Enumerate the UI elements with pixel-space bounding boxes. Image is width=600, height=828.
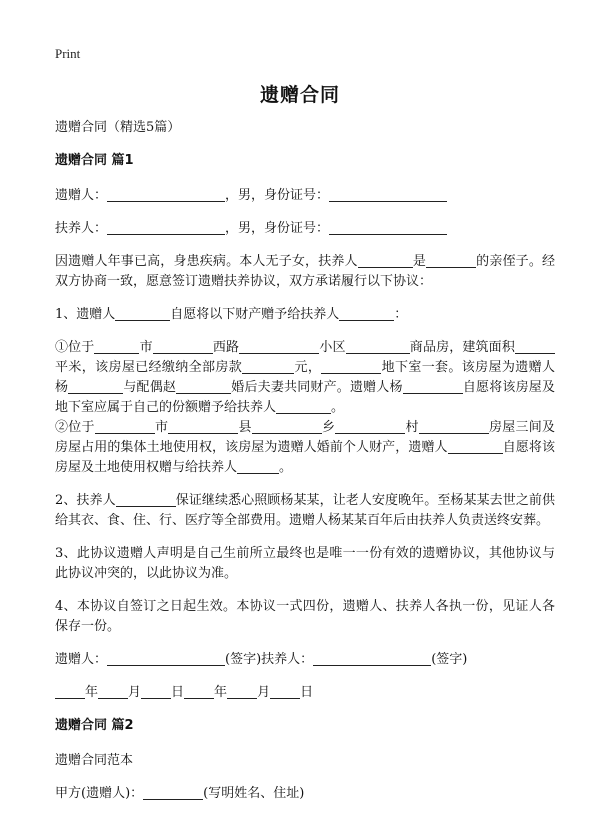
text: 自愿将该房屋及地下室应属于自己的份额赠予给扶养人 bbox=[55, 380, 555, 415]
text: 与配偶赵 bbox=[123, 380, 177, 395]
blank bbox=[141, 684, 171, 699]
text: ②位于 bbox=[55, 420, 95, 435]
text: 甲方(遗赠人)： bbox=[55, 786, 144, 801]
text: 是 bbox=[412, 254, 427, 269]
text: 月 bbox=[257, 685, 271, 700]
text: 平米，该房屋已经缴纳全部房款 bbox=[55, 360, 243, 375]
text: 市 bbox=[154, 420, 169, 435]
text: 年 bbox=[85, 685, 99, 700]
blank bbox=[419, 419, 489, 434]
blank bbox=[168, 419, 238, 434]
blank bbox=[270, 684, 300, 699]
supporter-label: 扶养人： bbox=[55, 221, 108, 236]
sample-title: 遗赠合同范本 bbox=[55, 753, 134, 768]
intro-paragraph bbox=[55, 252, 555, 292]
blank bbox=[116, 492, 176, 507]
text: ①位于 bbox=[55, 340, 95, 355]
text: 遗赠人： bbox=[55, 652, 108, 667]
text: 月 bbox=[128, 685, 142, 700]
document-body bbox=[55, 118, 555, 817]
text: 。 bbox=[331, 400, 345, 415]
male-id-label: ，男，身份证号： bbox=[225, 188, 330, 203]
blank bbox=[227, 684, 257, 699]
print-link[interactable]: Print bbox=[55, 46, 81, 61]
blank bbox=[346, 339, 410, 354]
blank bbox=[143, 785, 203, 800]
bequeather-line bbox=[55, 186, 555, 206]
text: ： bbox=[394, 307, 408, 322]
blank bbox=[107, 651, 225, 666]
text: 小区 bbox=[319, 340, 346, 355]
supporter-line bbox=[55, 219, 555, 239]
text: 地下室一套。该房屋为遗赠人杨 bbox=[55, 360, 555, 395]
blank bbox=[184, 684, 214, 699]
blank bbox=[242, 359, 294, 374]
section-heading-1: 遗赠合同 篇1 bbox=[55, 153, 134, 168]
blank bbox=[94, 339, 139, 354]
blank bbox=[98, 684, 128, 699]
clause-1 bbox=[55, 305, 555, 325]
blank bbox=[237, 459, 279, 474]
party-a-line bbox=[55, 784, 555, 804]
text: 年 bbox=[214, 685, 228, 700]
text: 自愿将该房屋及土地使用权赠与给扶养人 bbox=[55, 440, 555, 475]
text: 西路 bbox=[212, 340, 240, 355]
document-subtitle: 遗赠合同（精选5篇） bbox=[55, 120, 181, 135]
clause-1-item-2 bbox=[55, 418, 555, 478]
text: 2、扶养人 bbox=[55, 493, 116, 508]
male-id-label: ，男，身份证号： bbox=[225, 221, 330, 236]
blank bbox=[239, 339, 319, 354]
blank bbox=[321, 359, 381, 374]
blank bbox=[329, 187, 447, 202]
blank bbox=[153, 339, 213, 354]
text: 保证继续悉心照顾杨某某，让老人安度晚年。至杨某某去世之前供给其衣、食、住、行、医疗等全部费用。遗赠人杨某某百年后由扶养人负责送终安葬。 bbox=[55, 493, 555, 528]
text: (签字) bbox=[225, 652, 262, 667]
text: 村 bbox=[405, 420, 419, 435]
clause-3: 3、此协议遗赠人声明是自己生前所立最终也是唯一一份有效的遗赠协议，其他协议与此协议冲突的，以此协议为准。 bbox=[55, 546, 555, 581]
blank bbox=[515, 339, 555, 354]
text: 县 bbox=[238, 420, 252, 435]
text: 因遗赠人年事已高，身患疾病。本人无子女，扶养人 bbox=[55, 254, 358, 269]
text: 房屋三间及房屋占用的集体土地使用权，该房屋为遗赠人婚前个人财产，遗赠人 bbox=[55, 420, 555, 455]
blank bbox=[335, 419, 405, 434]
blank bbox=[107, 220, 225, 235]
blank bbox=[329, 220, 447, 235]
blank bbox=[448, 439, 503, 454]
clause-1-item-1 bbox=[55, 338, 555, 418]
clause-4: 4、本协议自签订之日起生效。本协议一式四份，遗赠人、扶养人各执一份，见证人各保存一份。 bbox=[55, 599, 555, 634]
text: 商品房，建筑面积 bbox=[409, 340, 515, 355]
date-line bbox=[55, 683, 555, 703]
text: 市 bbox=[139, 340, 153, 355]
text: 自愿将以下财产赠予给扶养人 bbox=[170, 307, 340, 322]
text: 的亲侄子。经双方协商一致，愿意签订遗赠扶养协议，双方承诺履行以下协议： bbox=[55, 254, 555, 289]
text: 婚后夫妻共同财产。遗赠人杨 bbox=[231, 380, 403, 395]
blank bbox=[95, 419, 155, 434]
text: 日 bbox=[300, 685, 314, 700]
section-heading-2: 遗赠合同 篇2 bbox=[55, 718, 134, 733]
blank bbox=[176, 379, 231, 394]
blank bbox=[107, 187, 225, 202]
signature-line bbox=[55, 650, 555, 670]
text: 日 bbox=[171, 685, 185, 700]
text: (写明姓名、住址) bbox=[203, 786, 305, 801]
blank bbox=[403, 379, 463, 394]
blank bbox=[313, 651, 431, 666]
blank bbox=[358, 253, 413, 268]
blank bbox=[276, 399, 331, 414]
bequeather-label: 遗赠人： bbox=[55, 188, 108, 203]
text: 。 bbox=[279, 460, 293, 475]
blank bbox=[55, 684, 85, 699]
text: 元， bbox=[294, 360, 322, 375]
blank bbox=[426, 253, 476, 268]
blank bbox=[68, 379, 123, 394]
text: 乡 bbox=[321, 420, 336, 435]
blank bbox=[252, 419, 322, 434]
text: 扶养人： bbox=[261, 652, 314, 667]
text: (签字) bbox=[431, 652, 468, 667]
document-title: 遗赠合同 bbox=[259, 84, 340, 106]
blank bbox=[115, 306, 170, 321]
blank bbox=[339, 306, 394, 321]
clause-2 bbox=[55, 491, 555, 531]
text: 1、遗赠人 bbox=[55, 307, 116, 322]
